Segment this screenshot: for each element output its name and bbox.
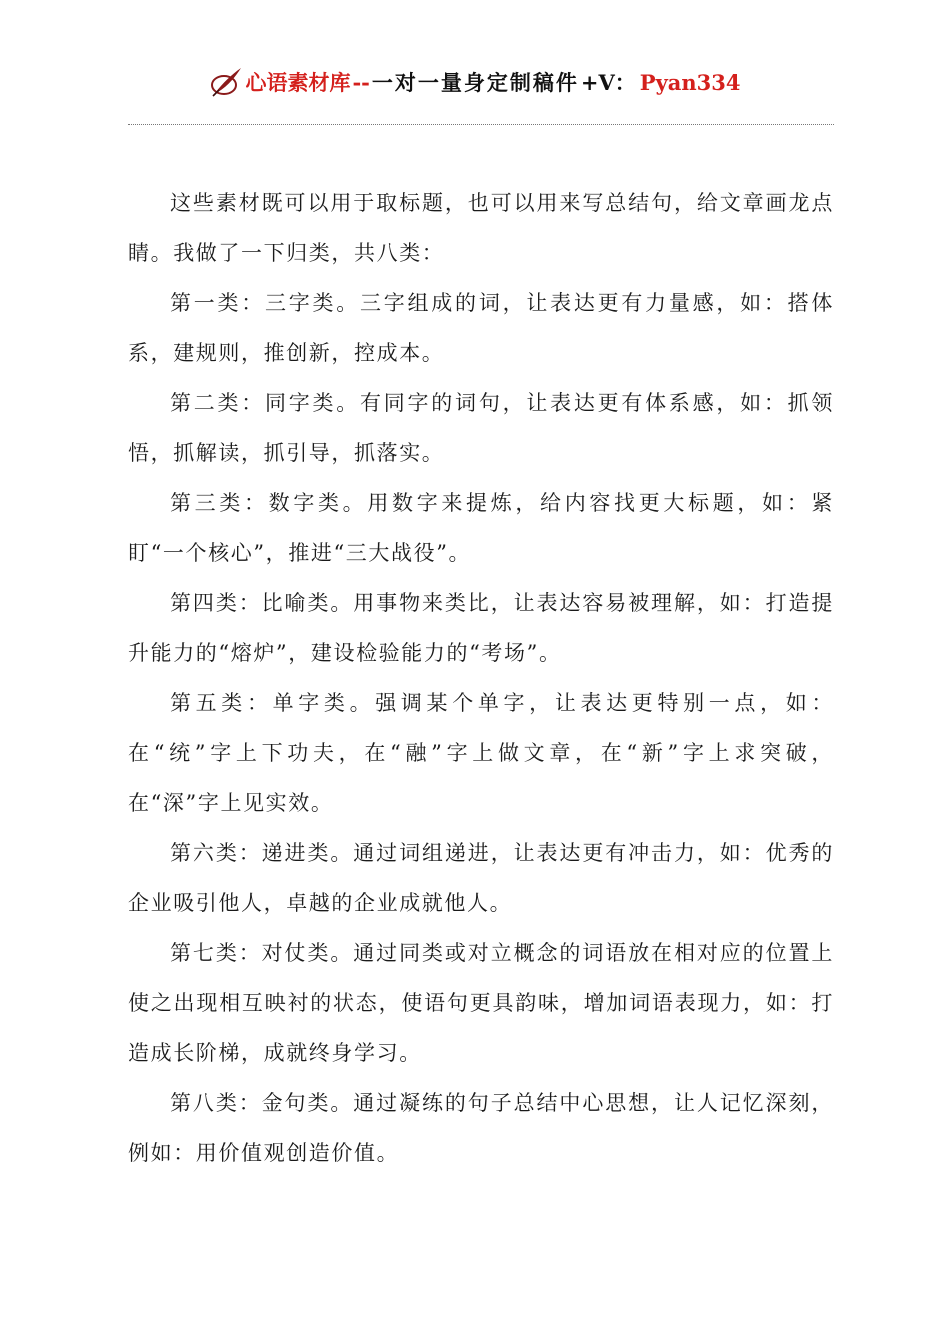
document-body: [128, 178, 834, 1178]
header-dash: --: [352, 69, 370, 95]
category-paragraph-5: 第五类：单字类。强调某个单字，让表达更特别一点，如：在“统”字上下功夫，在“融”字上做文章，在“新”字上求突破，在“深”字上见实效。: [128, 691, 834, 815]
header-tagline: 一对一量身定制稿件: [371, 69, 579, 95]
brand-name: 心语素材库: [245, 69, 351, 95]
category-paragraph-4: 第四类：比喻类。用事物来类比，让表达容易被理解，如：打造提升能力的“熔炉”，建设检验能力的“考场”。: [128, 591, 834, 665]
category-paragraph-3: 第三类：数字类。用数字来提炼，给内容找更大标题，如：紧盯“一个核心”，推进“三大战役”。: [128, 491, 834, 565]
category-paragraph-7: 第七类：对仗类。通过同类或对立概念的词语放在相对应的位置上使之出现相互映衬的状态，使语句更具韵味，增加词语表现力，如：打造成长阶梯，成就终身学习。: [128, 941, 834, 1065]
category-paragraph-1: 第一类：三字类。三字组成的词，让表达更有力量感，如：搭体系，建规则，推创新，控成本。: [128, 291, 834, 365]
contact-id: Pyan334: [639, 69, 741, 95]
contact-label: +V：: [580, 69, 636, 95]
category-paragraph-8: 第八类：金句类。通过凝练的句子总结中心思想，让人记忆深刻，例如：用价值观创造价值。: [128, 1091, 834, 1165]
category-paragraph-2: 第二类：同字类。有同字的词句，让表达更有体系感，如：抓领悟，抓解读，抓引导，抓落实。: [128, 391, 834, 465]
intro-paragraph: 这些素材既可以用于取标题，也可以用来写总结句，给文章画龙点睛。我做了一下归类，共八类：: [128, 191, 834, 265]
category-paragraph-6: 第六类：递进类。通过词组递进，让表达更有冲击力，如：优秀的企业吸引他人，卓越的企业成就他人。: [128, 841, 834, 915]
header-divider: [128, 124, 834, 125]
page-header: [0, 60, 950, 104]
quill-pen-logo-icon: [209, 65, 243, 99]
